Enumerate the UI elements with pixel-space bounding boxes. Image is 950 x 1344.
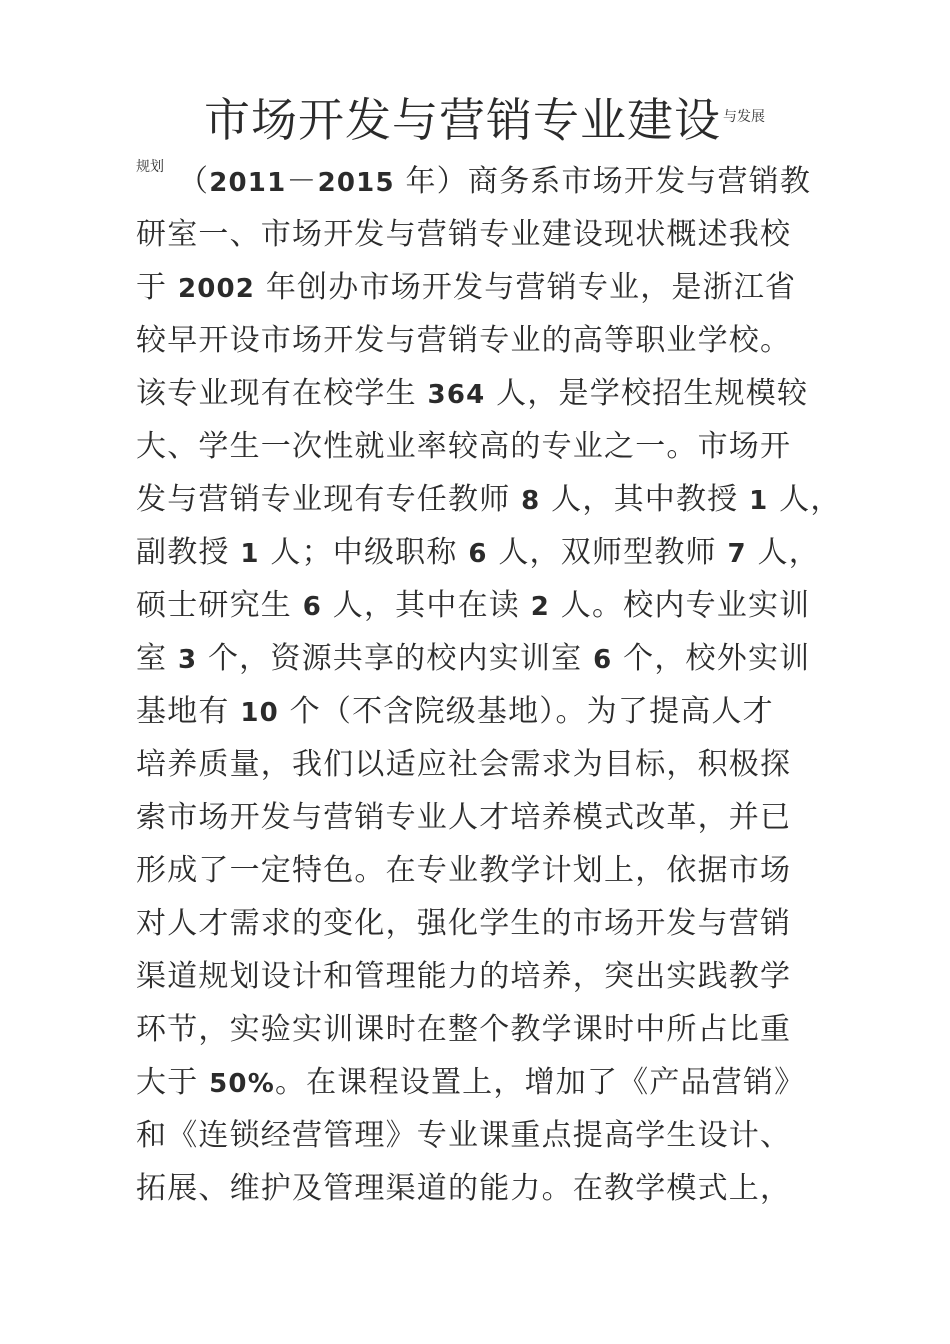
title-suffix-text: 与发展 <box>723 109 765 125</box>
paragraph-line: 环节，实验实训课时在整个教学课时中所占比重 <box>136 1012 792 1047</box>
paragraph-line: （2011－2015 年）商务系市场开发与营销教 <box>178 164 812 199</box>
document-title <box>204 84 763 150</box>
paragraph-line: 索市场开发与营销专业人才培养模式改革，并已 <box>136 800 792 835</box>
paragraph-line: 拓展、维护及管理渠道的能力。在教学模式上， <box>136 1171 792 1206</box>
title-main-text: 市场开发与营销专业建设 <box>204 93 721 147</box>
paragraph-line: 基地有 10 个（不含院级基地）。为了提高人才 <box>136 694 774 729</box>
paragraph-line: 大、学生一次性就业率较高的专业之一。市场开 <box>136 429 792 464</box>
paragraph-line: 发与营销专业现有专任教师 8 人，其中教授 1 人， <box>136 482 842 517</box>
paragraph-line: 硕士研究生 6 人，其中在读 2 人。校内专业实训 <box>136 588 811 623</box>
paragraph-line: 研室一、市场开发与营销专业建设现状概述我校 <box>136 217 792 252</box>
paragraph-line: 对人才需求的变化，强化学生的市场开发与营销 <box>136 906 792 941</box>
paragraph-line: 渠道规划设计和管理能力的培养，突出实践教学 <box>136 959 792 994</box>
paragraph-line: 该专业现有在校学生 364 人，是学校招生规模较 <box>136 376 809 411</box>
paragraph-line: 大于 50%。在课程设置上，增加了《产品营销》 <box>136 1065 806 1100</box>
paragraph-line: 室 3 个，资源共享的校内实训室 6 个，校外实训 <box>136 641 811 676</box>
paragraph-line: 培养质量，我们以适应社会需求为目标，积极探 <box>136 747 792 782</box>
paragraph-line: 于 2002 年创办市场开发与营销专业，是浙江省 <box>136 270 797 305</box>
paragraph-line: 形成了一定特色。在专业教学计划上，依据市场 <box>136 853 792 888</box>
paragraph-line: 副教授 1 人；中级职称 6 人，双师型教师 7 人， <box>136 535 820 570</box>
subtitle-prefix: 规划 <box>136 159 164 175</box>
paragraph-line: 较早开设市场开发与营销专业的高等职业学校。 <box>136 323 792 358</box>
paragraph-line: 和《连锁经营管理》专业课重点提高学生设计、 <box>136 1118 792 1153</box>
